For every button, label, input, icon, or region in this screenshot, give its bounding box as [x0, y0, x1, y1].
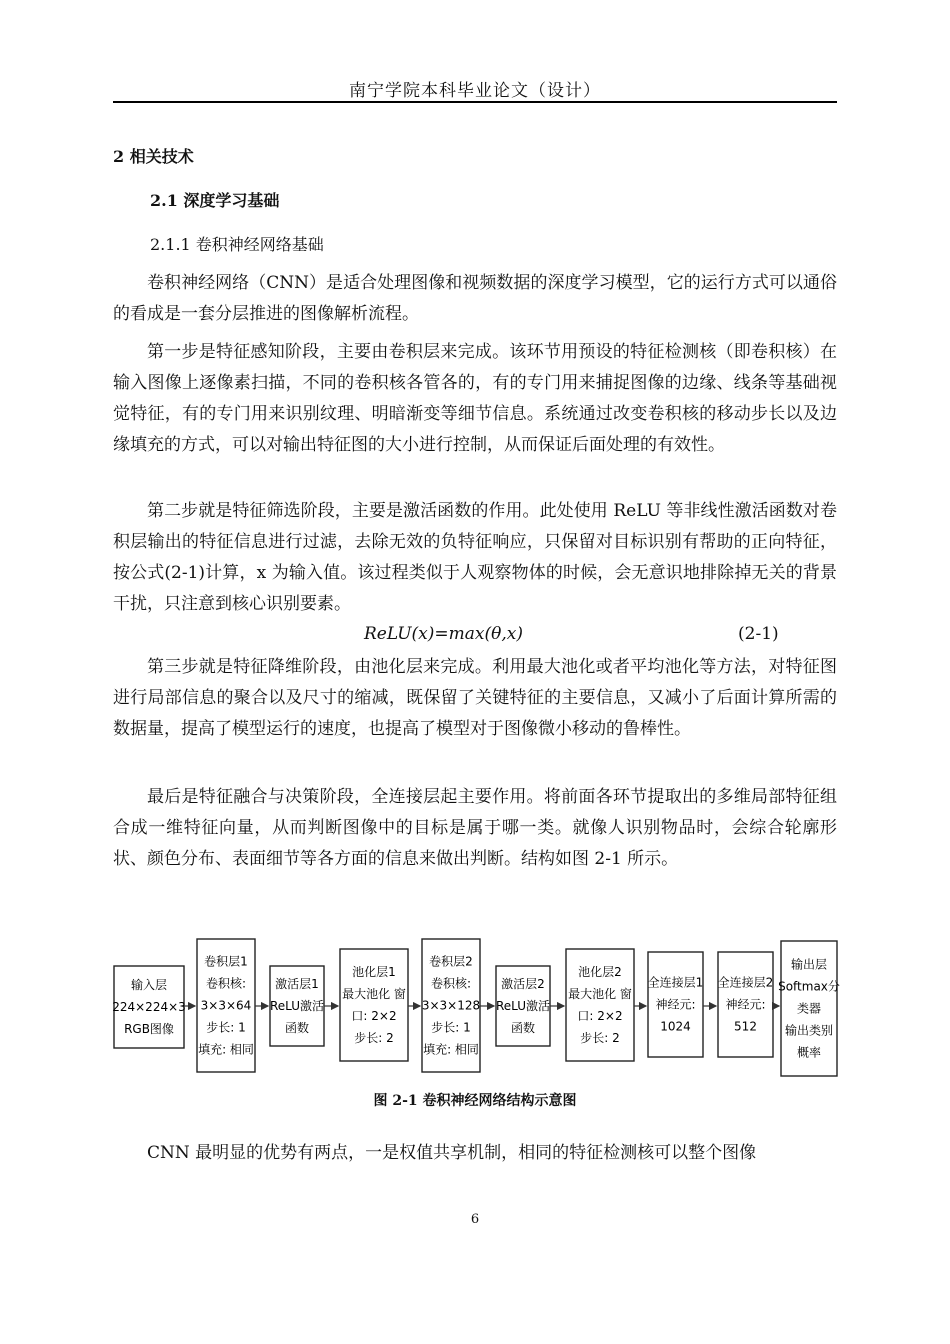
diagram-node: [648, 952, 704, 1057]
diagram-node-label: 全连接层1: [647, 975, 704, 990]
diagram-node-label: 步长: 1: [206, 1020, 246, 1035]
diagram-node-label: 卷积层2: [429, 954, 473, 969]
subsection-heading: 2.1 深度学习基础: [150, 191, 280, 210]
diagram-node-label: 池化层2: [578, 965, 622, 979]
diagram-node: [778, 941, 840, 1076]
diagram-node-label: 最大池化 窗: [342, 987, 406, 1001]
diagram-node: [496, 966, 550, 1046]
paragraph: 最后是特征融合与决策阶段，全连接层起主要作用。将前面各环节提取出的多维局部特征组合成一维特征向量，从而判断图像中的目标是属于哪一类。就像人识别物品时，会综合轮廓形状、颜色分布、表面细节等各方面的信息来做出判断。结构如图 2-1 所示。: [113, 787, 837, 869]
formula-expression: ReLU(x)=max(θ,x): [364, 624, 523, 644]
diagram-node-label: 最大池化 窗: [568, 987, 632, 1001]
diagram-node: [566, 949, 634, 1061]
paragraph: 卷积神经网络（CNN）是适合处理图像和视频数据的深度学习模型，它的运行方式可以通俗的看成是一套分层推进的图像解析流程。: [113, 273, 837, 324]
diagram-node: [112, 966, 186, 1048]
diagram-node-label: 输出层: [790, 957, 828, 972]
diagram-node-label: 口: 2×2: [351, 1009, 397, 1023]
page-number: 6: [470, 1212, 480, 1227]
diagram-node-label: 输入层: [130, 978, 168, 992]
running-header: 南宁学院本科毕业论文（设计）: [349, 81, 601, 101]
diagram-node-label: 3×3×128: [421, 998, 481, 1013]
diagram-node-label: 512: [734, 1019, 757, 1034]
diagram-node-label: 类器: [796, 1001, 822, 1016]
figure-caption: 图 2-1 卷积神经网络结构示意图: [373, 1093, 577, 1109]
diagram-node: [718, 952, 774, 1057]
diagram-node-label: ReLU激活: [495, 999, 551, 1013]
diagram-node-label: 函数: [510, 1021, 536, 1035]
paragraph: 第一步是特征感知阶段，主要由卷积层来完成。该环节用预设的特征检测核（即卷积核）在输入图像上逐像素扫描，不同的卷积核各管各的，有的专门用来捕捉图像的边缘、线条等基础视觉特征，有的专门用来识别纹理、明暗渐变等细节信息。系统通过改变卷积核的移动步长以及边缘填充的方式，可以对输出特征图的大小进行控制，从而保证后面处理的有效性。: [113, 342, 837, 455]
diagram-node-label: 激活层1: [275, 977, 319, 991]
diagram-node: [422, 939, 480, 1072]
diagram-node-label: 函数: [284, 1021, 310, 1035]
diagram-node-label: 激活层2: [501, 977, 545, 991]
diagram-node-label: 3×3×64: [200, 998, 252, 1013]
diagram-node-label: 填充: 相同: [198, 1042, 254, 1057]
subsubsection-heading: 2.1.1 卷积神经网络基础: [150, 235, 324, 254]
formula-number: (2-1): [738, 624, 779, 644]
diagram-node-label: 卷积层1: [204, 954, 248, 969]
diagram-node: [340, 949, 408, 1061]
diagram-node-label: 池化层1: [352, 965, 396, 979]
diagram-node: [197, 939, 255, 1072]
paragraph: 第二步就是特征筛选阶段，主要是激活函数的作用。此处使用 ReLU 等非线性激活函数对卷积层输出的特征信息进行过滤，去除无效的负特征响应，只保留对目标识别有帮助的正向特征，按公式(2-1)计算，x 为输入值。该过程类似于人观察物体的时候，会无意识地排除掉无关的背景干扰，只注意到核心识别要素。: [113, 501, 837, 614]
diagram-node-label: 概率: [796, 1045, 822, 1060]
diagram-node-label: 神经元:: [655, 997, 696, 1012]
diagram-node-label: 填充: 相同: [423, 1042, 479, 1057]
diagram-node-label: RGB图像: [124, 1022, 174, 1036]
diagram-node-label: ReLU激活: [269, 999, 325, 1013]
diagram-node-label: 全连接层2: [717, 975, 774, 990]
diagram-node-label: 步长: 2: [354, 1031, 394, 1045]
diagram-node-label: 神经元:: [725, 997, 766, 1012]
diagram-node-label: 输出类别: [784, 1023, 834, 1038]
diagram-node-label: 224×224×3: [112, 1000, 186, 1014]
diagram-node-label: 口: 2×2: [577, 1009, 623, 1023]
diagram-node-label: 1024: [660, 1019, 691, 1034]
diagram-node-label: 步长: 2: [580, 1031, 620, 1045]
section-heading: 2 相关技术: [113, 147, 194, 166]
header-rule: [113, 101, 837, 103]
formula-block: [0, 624, 950, 648]
diagram-node-label: 步长: 1: [431, 1020, 471, 1035]
diagram-node-label: 卷积核:: [430, 976, 472, 991]
paragraph: CNN 最明显的优势有两点，一是权值共享机制，相同的特征检测核可以整个图像: [147, 1143, 757, 1163]
diagram-node: [270, 966, 324, 1046]
cnn-structure-diagram: [110, 935, 842, 1080]
diagram-node-label: 卷积核:: [205, 976, 247, 991]
paragraph: 第三步就是特征降维阶段，由池化层来完成。利用最大池化或者平均池化等方法，对特征图进行局部信息的聚合以及尺寸的缩减，既保留了关键特征的主要信息，又减小了后面计算所需的数据量，提高了模型运行的速度，也提高了模型对于图像微小移动的鲁棒性。: [113, 657, 837, 739]
diagram-node-label: Softmax分: [778, 979, 840, 994]
